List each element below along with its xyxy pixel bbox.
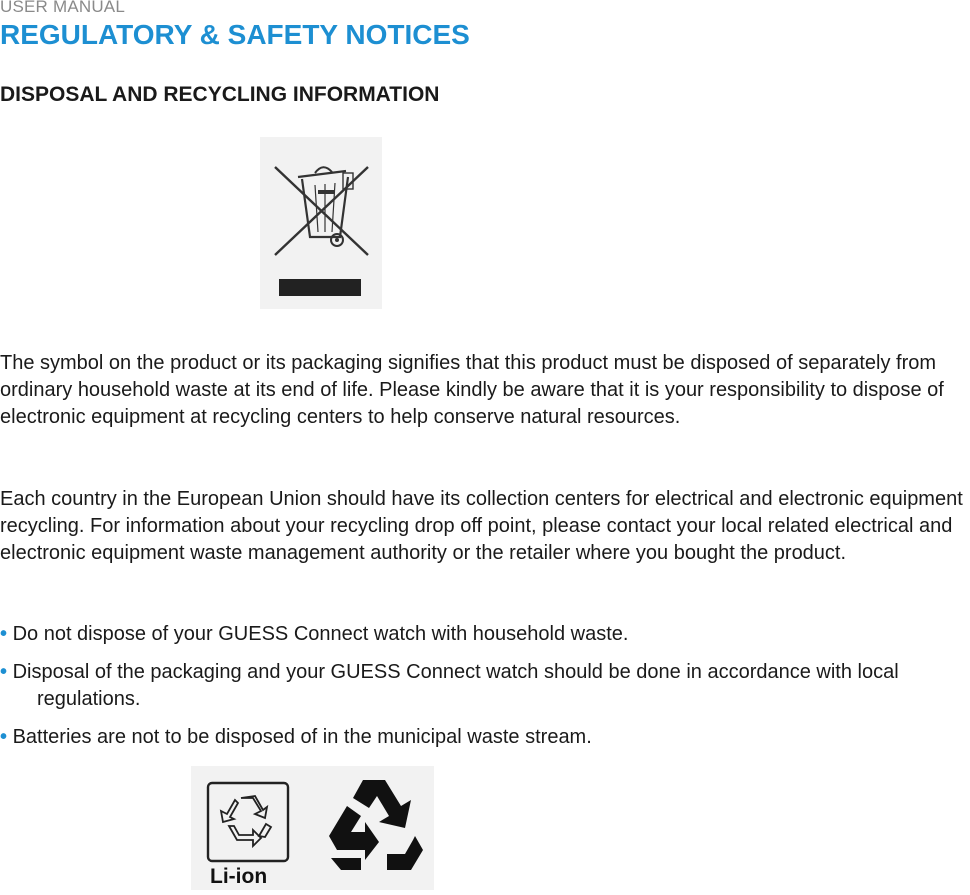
section-heading: DISPOSAL AND RECYCLING INFORMATION bbox=[0, 83, 440, 106]
bullet-marker: • bbox=[0, 661, 8, 683]
weee-symbol-figure bbox=[260, 137, 382, 309]
bullet-text: Do not dispose of your GUESS Connect watch with household waste. bbox=[12, 623, 629, 645]
li-ion-frame bbox=[208, 783, 288, 861]
bullet-item bbox=[0, 621, 960, 648]
bullet-item bbox=[0, 724, 960, 751]
disposal-paragraph-symbol: The symbol on the product or its packaging signifies that this product must be disposed of separately from ordinary household waste at its end of life. Please kindly be aware that it is your responsibility to dispose of electronic equipment at recycling centers to help conserve natural resources. bbox=[0, 352, 944, 428]
bullet-text: Batteries are not to be disposed of in the municipal waste stream. bbox=[12, 726, 592, 748]
crossed-out-wheelie-bin-icon bbox=[260, 137, 382, 309]
bullet-item bbox=[0, 659, 960, 713]
disposal-paragraph-eu: Each country in the European Union should have its collection centers for electrical and electronic equipment recycling. For information about your recycling drop off point, please contact your local related electrical and electronic equipment waste management authority or the retailer where you bought the product. bbox=[0, 488, 963, 564]
recycle-outline-icon bbox=[221, 796, 271, 846]
page-title: REGULATORY & SAFETY NOTICES bbox=[0, 19, 470, 50]
li-ion-label: Li-ion bbox=[210, 865, 268, 888]
bullet-marker: • bbox=[0, 726, 8, 748]
bullet-marker: • bbox=[0, 623, 8, 645]
battery-recycling-figure bbox=[191, 766, 434, 890]
bullet-text: Disposal of the packaging and your GUESS Connect watch should be done in accordance with local regulations. bbox=[12, 661, 899, 710]
eyebrow-label: USER MANUAL bbox=[0, 0, 126, 16]
recycle-solid-icon bbox=[329, 780, 423, 870]
